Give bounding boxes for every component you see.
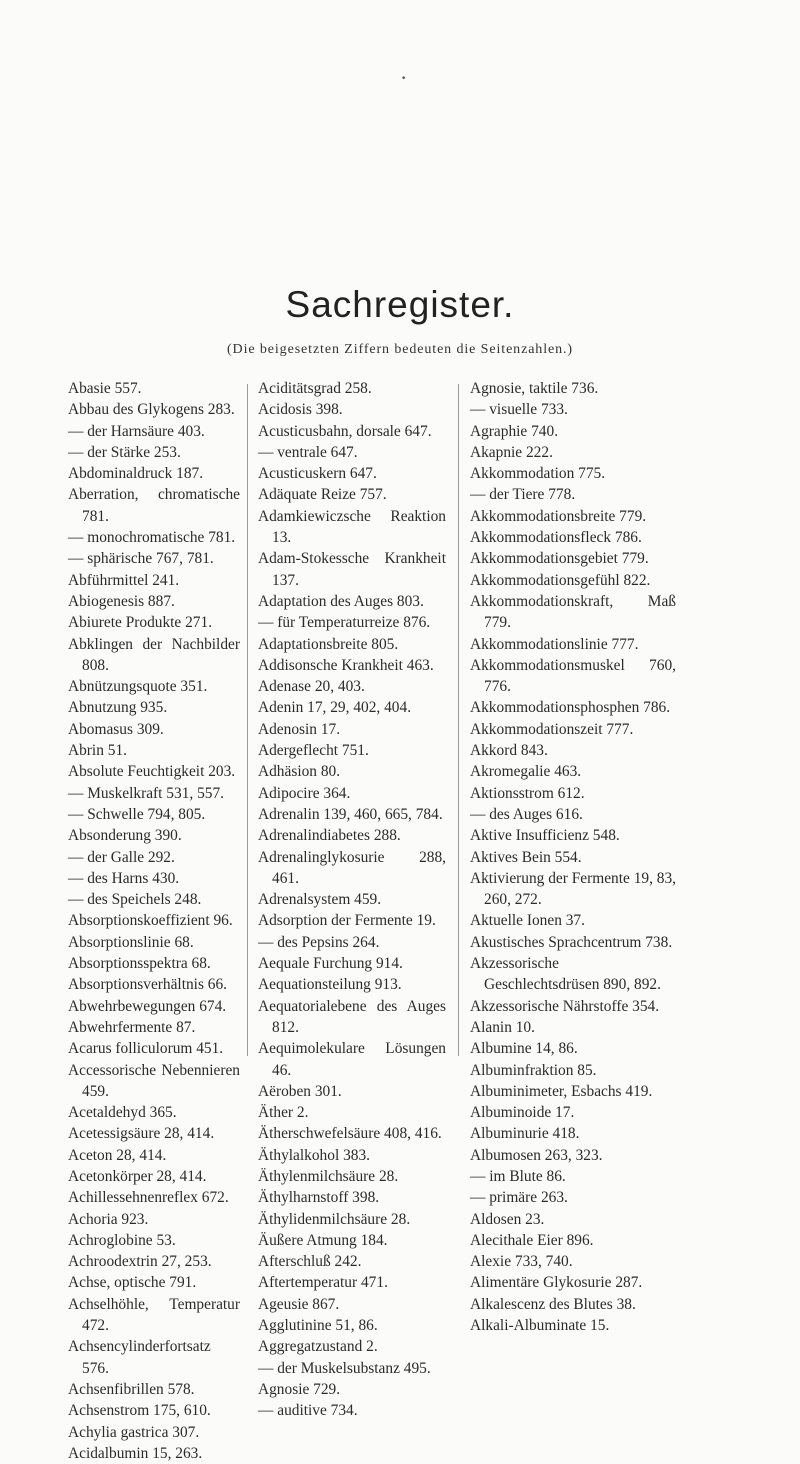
index-entry: — für Temperaturreize 876.: [258, 614, 431, 632]
index-entry: Adrenalinglykosurie 288, 461.: [258, 848, 446, 887]
index-entry: Akkommodationsbreite 779.: [470, 507, 647, 525]
index-entry: Acarus folliculorum 451.: [68, 1040, 224, 1058]
index-entry: Äthylidenmilchsäure 28.: [258, 1210, 411, 1228]
index-entry: — der Galle 292.: [68, 848, 175, 866]
index-column-2: [258, 378, 446, 1422]
index-entry: — Muskelkraft 531, 557.: [68, 784, 225, 802]
index-entry: — der Harnsäure 403.: [68, 422, 205, 440]
index-entry: — der Muskelsubstanz 495.: [258, 1359, 431, 1377]
index-entry: Aktive Insufficienz 548.: [470, 827, 620, 845]
library-mark: •: [401, 74, 407, 84]
index-entry: Achsenfibrillen 578.: [68, 1380, 195, 1398]
index-entry: — des Harns 430.: [68, 869, 180, 887]
index-entry: Albuminoide 17.: [470, 1104, 575, 1122]
index-entry: Akkommodationslinie 777.: [470, 635, 639, 653]
index-entry: Abiurete Produkte 271.: [68, 614, 213, 632]
index-entry: Adrenalin 139, 460, 665, 784.: [258, 805, 443, 823]
index-entry: Achillessehnenreflex 672.: [68, 1189, 229, 1207]
index-entry: — sphärische 767, 781.: [68, 550, 214, 568]
index-entry: Absorptionskoeffizient 96.: [68, 912, 233, 930]
column-divider-1: [247, 384, 248, 1056]
index-entry: Aftertemperatur 471.: [258, 1274, 388, 1292]
index-entry: Adaptationsbreite 805.: [258, 635, 399, 653]
index-entry: Addisonsche Krankheit 463.: [258, 656, 434, 674]
index-entry: — der Tiere 778.: [470, 486, 576, 504]
index-entry: Adrenalsystem 459.: [258, 891, 382, 909]
index-entry: Äther 2.: [258, 1104, 309, 1122]
index-column-3: [470, 378, 676, 1336]
index-entry: Albuminfraktion 85.: [470, 1061, 597, 1079]
index-entry: Acetonkörper 28, 414.: [68, 1167, 207, 1185]
index-entry: Adhäsion 80.: [258, 763, 341, 781]
index-entry: Akkommodationskraft, Maß 779.: [470, 592, 676, 632]
index-entry: — des Auges 616.: [470, 805, 583, 823]
index-entry: Akzessorische Nährstoffe 354.: [470, 997, 660, 1015]
index-entry: Äthylalkohol 383.: [258, 1146, 371, 1164]
index-entry: Albumine 14, 86.: [470, 1040, 578, 1058]
index-entry: Accessorische Nebennieren 459.: [68, 1061, 240, 1100]
page-subtitle: (Die beigesetzten Ziffern bedeuten die Seitenzahlen.): [227, 342, 573, 357]
index-entry: Abnutzung 935.: [68, 699, 168, 717]
index-entry: Abnützungsquote 351.: [68, 678, 208, 696]
index-entry: — monochromatische 781.: [68, 529, 236, 547]
index-entry: Acidalbumin 15, 263.: [68, 1444, 203, 1462]
index-entry: Akkord 843.: [470, 742, 548, 760]
index-entry: Agglutinine 51, 86.: [258, 1317, 378, 1335]
index-entry: Ätherschwefelsäure 408, 416.: [258, 1125, 442, 1143]
index-entry: Aciditätsgrad 258.: [258, 380, 372, 397]
index-entry: Agraphie 740.: [470, 422, 559, 440]
index-entry: — im Blute 86.: [470, 1167, 566, 1185]
index-entry: — visuelle 733.: [470, 401, 568, 419]
index-entry: Albuminurie 418.: [470, 1125, 580, 1143]
index-entry: Aktives Bein 554.: [470, 848, 582, 866]
index-entry: Alkalescenz des Blutes 38.: [470, 1295, 636, 1313]
index-entry: Akzessorische Geschlechtsdrüsen 890, 892.: [470, 955, 661, 994]
index-entry: Aëroben 301.: [258, 1082, 342, 1100]
index-entry: — primäre 263.: [470, 1189, 568, 1207]
index-entry: Adrenalindiabetes 288.: [258, 827, 401, 845]
index-entry: — Schwelle 794, 805.: [68, 805, 206, 823]
index-entry: Aldosen 23.: [470, 1210, 545, 1228]
index-entry: Aequationsteilung 913.: [258, 976, 402, 994]
index-entry: Akromegalie 463.: [470, 763, 582, 781]
index-entry: Adergeflecht 751.: [258, 742, 369, 760]
index-entry: Adenosin 17.: [258, 720, 341, 738]
index-entry: Alkali-Albuminate 15.: [470, 1317, 610, 1335]
index-entry: Äthylharnstoff 398.: [258, 1189, 380, 1207]
index-entry: Abrin 51.: [68, 742, 127, 760]
index-entry: Abwehrbewegungen 674.: [68, 997, 227, 1015]
index-entry: Abwehrfermente 87.: [68, 1018, 196, 1036]
index-entry: Akkommodationsfleck 786.: [470, 529, 642, 547]
index-entry: Äthylenmilchsäure 28.: [258, 1167, 399, 1185]
index-entry: Acetaldehyd 365.: [68, 1104, 177, 1122]
index-entry: — auditive 734.: [258, 1402, 358, 1420]
index-entry: Adsorption der Fermente 19.: [258, 912, 436, 930]
index-entry: Adipocire 364.: [258, 784, 351, 802]
index-entry: Akapnie 222.: [470, 443, 553, 461]
index-entry: Absolute Feuchtigkeit 203.: [68, 763, 236, 781]
index-entry: Adenase 20, 403.: [258, 678, 365, 696]
index-entry: Adam-Stokessche Krankheit 137.: [258, 550, 446, 589]
index-entry: Absorptionslinie 68.: [68, 933, 194, 951]
index-entry: — des Pepsins 264.: [258, 933, 380, 951]
index-entry: Achse, optische 791.: [68, 1274, 197, 1292]
index-entry: Abklingen der Nachbilder 808.: [68, 635, 240, 674]
index-entry: Abdominaldruck 187.: [68, 465, 204, 483]
index-entry: Aequale Furchung 914.: [258, 955, 403, 973]
index-entry: Aktivierung der Fermente 19, 83, 260, 272.: [470, 869, 677, 909]
index-entry: Acusticuskern 647.: [258, 465, 377, 483]
index-entry: Acidosis 398.: [258, 401, 343, 419]
index-entry: Akkommodationsgebiet 779.: [470, 550, 649, 568]
index-entry: Alecithale Eier 896.: [470, 1231, 594, 1249]
index-entry: Agnosie 729.: [258, 1380, 341, 1398]
index-entry: Abomasus 309.: [68, 720, 164, 738]
index-entry: Albuminimeter, Esbachs 419.: [470, 1082, 653, 1100]
index-entry: Afterschluß 242.: [258, 1253, 362, 1271]
index-entry: Ageusie 867.: [258, 1295, 340, 1313]
index-entry: — ventrale 647.: [258, 443, 358, 461]
index-entry: Acetessigsäure 28, 414.: [68, 1125, 215, 1143]
index-entry: Aequimolekulare Lösungen 46.: [258, 1040, 446, 1079]
index-entry: Achroodextrin 27, 253.: [68, 1253, 212, 1271]
index-entry: Aktionsstrom 612.: [470, 784, 585, 802]
index-entry: Adäquate Reize 757.: [258, 486, 387, 504]
index-entry: Abiogenesis 887.: [68, 592, 175, 610]
index-entry: Akkommodationsphosphen 786.: [470, 699, 671, 717]
index-entry: Akkommodation 775.: [470, 465, 606, 483]
index-entry: Alexie 733, 740.: [470, 1253, 573, 1271]
index-entry: Alanin 10.: [470, 1018, 535, 1036]
index-entry: Achselhöhle, Temperatur 472.: [68, 1295, 240, 1335]
index-entry: Akkommodationszeit 777.: [470, 720, 634, 738]
index-entry: Achsencylinderfortsatz 576.: [68, 1338, 211, 1377]
index-entry: Absorptionsspektra 68.: [68, 955, 211, 973]
index-entry: Adamkiewiczsche Reaktion 13.: [258, 507, 446, 547]
index-entry: Achoria 923.: [68, 1210, 149, 1228]
index-entry: Aktuelle Ionen 37.: [470, 912, 585, 930]
index-entry: Aequatorialebene des Auges 812.: [258, 997, 446, 1036]
index-entry: Akkommodationsgefühl 822.: [470, 571, 651, 589]
index-entry: Achsenstrom 175, 610.: [68, 1402, 211, 1420]
index-entry: Akustisches Sprachcentrum 738.: [470, 933, 673, 951]
index-entry: Albumosen 263, 323.: [470, 1146, 603, 1164]
index-entry: Aceton 28, 414.: [68, 1146, 167, 1164]
column-divider-2: [458, 384, 459, 1056]
index-entry: Adenin 17, 29, 402, 404.: [258, 699, 412, 717]
index-entry: Adaptation des Auges 803.: [258, 592, 424, 610]
index-entry: Absonderung 390.: [68, 827, 182, 845]
index-entry: — der Stärke 253.: [68, 443, 181, 461]
index-entry: Aggregatzustand 2.: [258, 1338, 378, 1356]
index-entry: Achroglobine 53.: [68, 1231, 176, 1249]
index-entry: Abasie 557.: [68, 380, 142, 397]
index-column-1: [68, 378, 240, 1464]
index-entry: Abbau des Glykogens 283.: [68, 401, 235, 419]
index-entry: Acusticusbahn, dorsale 647.: [258, 422, 432, 440]
index-entry: Aberration, chromatische 781.: [68, 486, 240, 525]
index-entry: Achylia gastrica 307.: [68, 1423, 200, 1441]
index-entry: Alimentäre Glykosurie 287.: [470, 1274, 643, 1292]
index-entry: Abführmittel 241.: [68, 571, 180, 589]
index-entry: Akkommodationsmuskel 760, 776.: [470, 656, 676, 696]
index-entry: Äußere Atmung 184.: [258, 1231, 388, 1249]
index-entry: — des Speichels 248.: [68, 891, 202, 909]
page-title: Sachregister.: [285, 284, 515, 325]
index-entry: Agnosie, taktile 736.: [470, 380, 599, 397]
index-entry: Absorptionsverhältnis 66.: [68, 976, 228, 994]
